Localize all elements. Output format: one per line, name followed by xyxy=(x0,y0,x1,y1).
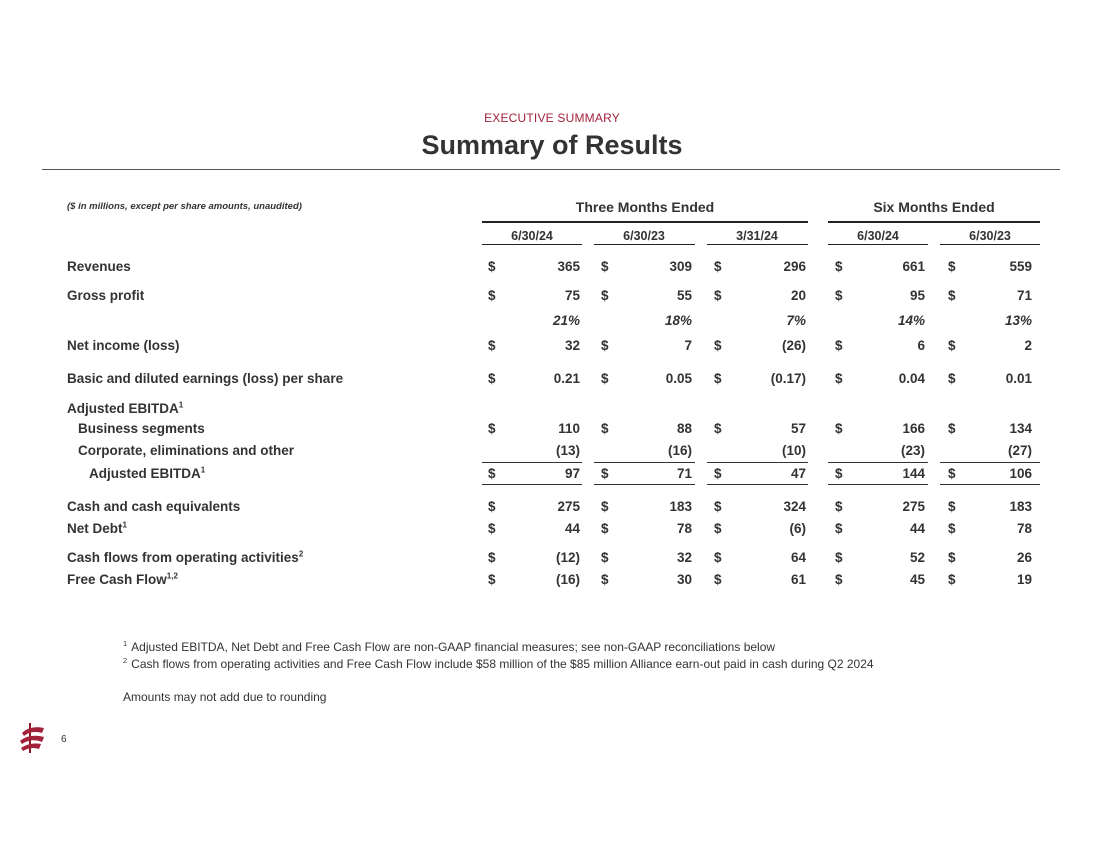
table-cell-value: 97 xyxy=(564,466,580,481)
subtotal-underline xyxy=(482,484,582,485)
table-cell-value: (23) xyxy=(900,443,925,458)
table-cell-value: 52 xyxy=(909,550,925,565)
currency-symbol: $ xyxy=(601,466,609,481)
table-cell-value: 296 xyxy=(783,259,806,274)
group-header-six-months: Six Months Ended xyxy=(873,199,995,215)
currency-symbol: $ xyxy=(601,421,609,436)
table-cell-value: 13% xyxy=(1004,313,1032,328)
row-label-eps xyxy=(67,371,343,386)
table-cell-value: (16) xyxy=(667,443,692,458)
title-divider xyxy=(42,169,1060,170)
table-cell-value: 61 xyxy=(790,572,806,587)
currency-symbol: $ xyxy=(948,572,956,587)
currency-symbol: $ xyxy=(835,550,843,565)
page-title: Summary of Results xyxy=(421,130,683,160)
table-cell-value: 47 xyxy=(790,466,806,481)
table-cell-value: 106 xyxy=(1009,466,1032,481)
table-cell-value: 309 xyxy=(669,259,692,274)
table-cell-value: 71 xyxy=(676,466,692,481)
table-cell-value: (27) xyxy=(1007,443,1032,458)
row-label-net-debt xyxy=(67,521,127,536)
footnote-marker: 1 xyxy=(123,639,128,648)
row-label-corporate xyxy=(78,443,294,458)
table-cell-value: 275 xyxy=(902,499,925,514)
row-label-adj-ebitda-header xyxy=(67,401,183,416)
table-cell-value: (26) xyxy=(781,338,806,353)
company-logo-icon xyxy=(17,722,47,754)
table-cell-value: 30 xyxy=(676,572,692,587)
table-cell-value: 78 xyxy=(676,521,692,536)
col-header: 6/30/24 xyxy=(511,229,553,243)
currency-symbol: $ xyxy=(835,338,843,353)
currency-symbol: $ xyxy=(601,371,609,386)
table-cell-value: 19 xyxy=(1016,572,1032,587)
currency-symbol: $ xyxy=(714,550,722,565)
table-cell-value: 0.04 xyxy=(898,371,925,386)
footnote-reference: 1 xyxy=(200,465,206,475)
currency-symbol: $ xyxy=(601,550,609,565)
group-header-three-months: Three Months Ended xyxy=(575,199,715,215)
table-cell-value: 45 xyxy=(909,572,925,587)
table-cell-value: 7% xyxy=(786,313,806,328)
table-cell-value: (13) xyxy=(555,443,580,458)
col-header: 6/30/23 xyxy=(969,229,1011,243)
footnote-text: Adjusted EBITDA, Net Debt and Free Cash Flow are non-GAAP financial measures; see non-GAAP reconciliations below xyxy=(131,640,776,654)
table-cell-value: 44 xyxy=(909,521,925,536)
row-label-text: Cash flows from operating activities xyxy=(67,550,299,565)
row-label-text: Adjusted EBITDA xyxy=(89,466,201,481)
table-cell-value: 88 xyxy=(676,421,692,436)
currency-symbol: $ xyxy=(488,371,496,386)
col-header-underline xyxy=(940,244,1040,245)
table-cell-value: 275 xyxy=(557,499,580,514)
currency-symbol: $ xyxy=(835,521,843,536)
table-cell-value: (0.17) xyxy=(770,371,806,386)
table-cell-value: (10) xyxy=(781,443,806,458)
col-header-underline xyxy=(482,244,582,245)
col-header-underline xyxy=(594,244,695,245)
currency-symbol: $ xyxy=(488,338,496,353)
row-label-text: Net Debt xyxy=(67,521,123,536)
table-cell-value: 7 xyxy=(684,338,692,353)
table-cell-value: 14% xyxy=(897,313,925,328)
row-label-gross-profit xyxy=(67,288,144,303)
currency-symbol: $ xyxy=(714,288,722,303)
col-header-underline xyxy=(707,244,808,245)
footnote-1 xyxy=(123,640,775,654)
group-underline-three-months xyxy=(482,221,808,223)
row-label-fcf xyxy=(67,572,178,587)
rounding-note: Amounts may not add due to rounding xyxy=(123,690,327,704)
currency-symbol: $ xyxy=(714,572,722,587)
col-header-underline xyxy=(828,244,928,245)
table-cell-value: 18% xyxy=(664,313,692,328)
currency-symbol: $ xyxy=(948,288,956,303)
subtotal-underline xyxy=(940,462,1040,463)
currency-symbol: $ xyxy=(488,288,496,303)
currency-symbol: $ xyxy=(601,521,609,536)
currency-symbol: $ xyxy=(488,466,496,481)
units-note: ($ in millions, except per share amounts, unaudited) xyxy=(67,201,302,212)
subtotal-underline xyxy=(482,462,582,463)
table-cell-value: 0.21 xyxy=(553,371,580,386)
currency-symbol: $ xyxy=(714,259,722,274)
currency-symbol: $ xyxy=(835,421,843,436)
currency-symbol: $ xyxy=(948,466,956,481)
row-label-text: Net income (loss) xyxy=(67,338,180,353)
subtotal-underline xyxy=(828,484,928,485)
table-cell-value: 2 xyxy=(1024,338,1032,353)
table-cell-value: 134 xyxy=(1009,421,1032,436)
row-label-text: Adjusted EBITDA xyxy=(67,401,179,416)
table-cell-value: 110 xyxy=(558,421,580,436)
currency-symbol: $ xyxy=(835,288,843,303)
currency-symbol: $ xyxy=(488,550,496,565)
footnote-marker: 2 xyxy=(123,656,128,665)
row-label-text: Basic and diluted earnings (loss) per share xyxy=(67,371,344,386)
currency-symbol: $ xyxy=(601,259,609,274)
table-cell-value: 324 xyxy=(783,499,806,514)
currency-symbol: $ xyxy=(835,572,843,587)
table-cell-value: 95 xyxy=(909,288,925,303)
table-cell-value: 55 xyxy=(676,288,692,303)
row-label-text: Free Cash Flow xyxy=(67,572,167,587)
footnote-text: Cash flows from operating activities and Free Cash Flow include $58 million of the $85 million Alliance earn-out paid in cash during Q2 2024 xyxy=(131,657,874,671)
row-label-text: Corporate, eliminations and other xyxy=(78,443,295,458)
col-header: 6/30/23 xyxy=(623,229,665,243)
footnote-reference: 1 xyxy=(122,520,127,530)
table-cell-value: 0.01 xyxy=(1005,371,1032,386)
table-cell-value: 44 xyxy=(564,521,580,536)
subtotal-underline xyxy=(707,462,808,463)
currency-symbol: $ xyxy=(488,572,496,587)
table-cell-value: 144 xyxy=(902,466,925,481)
table-cell-value: 75 xyxy=(564,288,580,303)
subtotal-underline xyxy=(940,484,1040,485)
table-cell-value: 365 xyxy=(557,259,580,274)
table-cell-value: 32 xyxy=(564,338,580,353)
table-cell-value: 6 xyxy=(917,338,925,353)
currency-symbol: $ xyxy=(835,499,843,514)
col-header: 3/31/24 xyxy=(736,229,778,243)
currency-symbol: $ xyxy=(488,421,496,436)
table-cell-value: 20 xyxy=(790,288,806,303)
currency-symbol: $ xyxy=(601,572,609,587)
currency-symbol: $ xyxy=(714,466,722,481)
section-kicker: EXECUTIVE SUMMARY xyxy=(484,111,620,125)
currency-symbol: $ xyxy=(714,421,722,436)
row-label-text: Revenues xyxy=(67,259,131,274)
table-cell-value: 166 xyxy=(902,421,925,436)
footnote-reference: 2 xyxy=(298,549,304,559)
subtotal-underline xyxy=(707,484,808,485)
currency-symbol: $ xyxy=(601,499,609,514)
row-label-text: Business segments xyxy=(78,421,205,436)
table-cell-value: 183 xyxy=(1009,499,1032,514)
table-cell-value: 21% xyxy=(552,313,580,328)
subtotal-underline xyxy=(828,462,928,463)
table-cell-value: 78 xyxy=(1016,521,1032,536)
currency-symbol: $ xyxy=(948,550,956,565)
currency-symbol: $ xyxy=(488,259,496,274)
row-label-cash xyxy=(67,499,240,514)
table-cell-value: (16) xyxy=(555,572,580,587)
currency-symbol: $ xyxy=(835,259,843,274)
group-underline-six-months xyxy=(828,221,1040,223)
row-label-business-segments xyxy=(78,421,205,436)
table-cell-value: 0.05 xyxy=(665,371,692,386)
currency-symbol: $ xyxy=(714,338,722,353)
currency-symbol: $ xyxy=(948,338,956,353)
currency-symbol: $ xyxy=(488,521,496,536)
table-cell-value: 559 xyxy=(1009,259,1032,274)
row-label-revenues xyxy=(67,259,131,274)
subtotal-underline xyxy=(594,462,695,463)
table-cell-value: 26 xyxy=(1016,550,1032,565)
table-cell-value: 57 xyxy=(790,421,806,436)
currency-symbol: $ xyxy=(601,338,609,353)
footnote-reference: 1 xyxy=(178,400,184,410)
row-label-text: Gross profit xyxy=(67,288,145,303)
subtotal-underline xyxy=(594,484,695,485)
row-label-adj-ebitda-total xyxy=(89,466,205,481)
currency-symbol: $ xyxy=(948,421,956,436)
footnote-reference: 1,2 xyxy=(166,571,178,581)
col-header: 6/30/24 xyxy=(857,229,899,243)
currency-symbol: $ xyxy=(948,521,956,536)
currency-symbol: $ xyxy=(948,499,956,514)
table-cell-value: 183 xyxy=(669,499,692,514)
table-cell-value: 32 xyxy=(676,550,692,565)
table-cell-value: (12) xyxy=(555,550,580,565)
currency-symbol: $ xyxy=(948,371,956,386)
table-cell-value: 64 xyxy=(790,550,806,565)
footnote-2 xyxy=(123,657,874,671)
currency-symbol: $ xyxy=(488,499,496,514)
row-label-text: Cash and cash equivalents xyxy=(67,499,241,514)
table-cell-value: 661 xyxy=(902,259,925,274)
currency-symbol: $ xyxy=(714,371,722,386)
page-number: 6 xyxy=(61,734,67,745)
row-label-net-income xyxy=(67,338,180,353)
row-label-cfo xyxy=(67,550,303,565)
currency-symbol: $ xyxy=(714,499,722,514)
currency-symbol: $ xyxy=(714,521,722,536)
currency-symbol: $ xyxy=(835,371,843,386)
currency-symbol: $ xyxy=(948,259,956,274)
table-cell-value: 71 xyxy=(1016,288,1032,303)
currency-symbol: $ xyxy=(835,466,843,481)
currency-symbol: $ xyxy=(601,288,609,303)
table-cell-value: (6) xyxy=(789,521,806,536)
